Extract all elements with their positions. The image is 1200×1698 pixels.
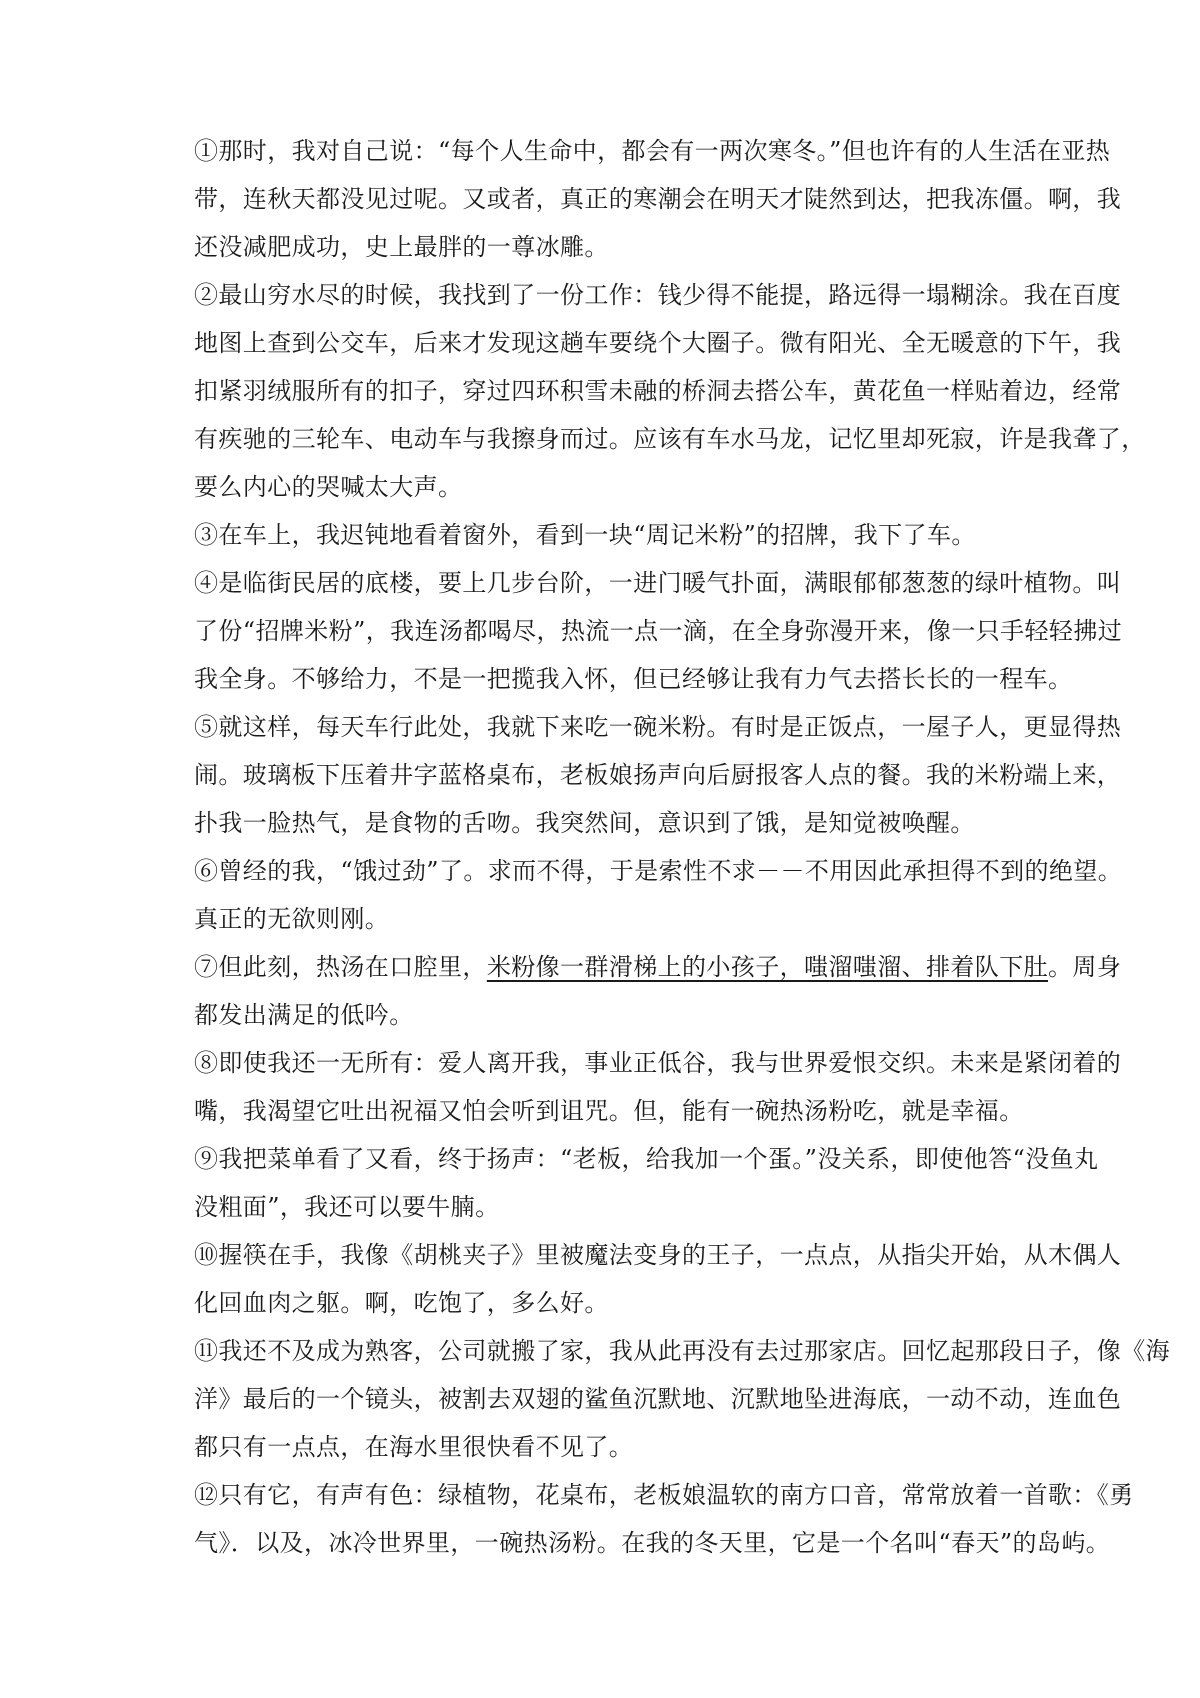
text-line-5: 地图上查到公交车，后来才发现这趟车要绕个大圈子。微有阳光、全无暖意的下午，我: [194, 329, 1122, 357]
text-line-2: 带，连秋天都没见过呢。又或者，真正的寒潮会在明天才陡然到达，把我冻僵。啊，我: [194, 185, 1122, 213]
text-line-17: 真正的无欲则刚。: [194, 905, 390, 933]
text-line-11: 了份“招牌米粉”，我连汤都喝尽，热流一点一滴，在全身弥漫开来，像一只手轻轻拂过: [194, 617, 1123, 645]
text-line-7: 有疾驰的三轮车、电动车与我擦身而过。应该有车水马龙，记忆里却死寂，许是我聋了，: [194, 425, 1146, 453]
text-line-25: 化回血肉之躯。啊，吃饱了，多么好。: [194, 1289, 609, 1317]
text-line-16: ⑥曾经的我，“饿过劲”了。求而不得，于是索性不求－－不用因此承担得不到的绝望。: [194, 857, 1123, 885]
text-line-26: ⑪我还不及成为熟客，公司就搬了家，我从此再没有去过那家店。回忆起那段日子，像《海: [194, 1337, 1170, 1365]
text-line-12: 我全身。不够给力，不是一把揽我入怀，但已经够让我有力气去搭长长的一程车。: [194, 665, 1073, 693]
text-line-21: 嘴，我渴望它吐出祝福又怕会听到诅咒。但，能有一碗热汤粉吃，就是幸福。: [194, 1097, 1024, 1125]
text-line-29: ⑫只有它，有声有色：绿植物，花桌布，老板娘温软的南方口音，常常放着一首歌：《勇: [194, 1481, 1134, 1509]
text-line-18-start: ⑦但此刻，热汤在口腔里，: [194, 953, 487, 981]
text-line-10: ④是临街民居的底楼，要上几步台阶，一进门暖气扑面，满眼郁郁葱葱的绿叶植物。叫: [194, 569, 1122, 597]
text-line-19: 都发出满足的低吟。: [194, 1001, 414, 1029]
text-line-22: ⑨我把菜单看了又看，终于扬声：“老板，给我加一个蛋。”没关系，即使他答“没鱼丸: [194, 1145, 1099, 1173]
text-line-9: ③在车上，我迟钝地看着窗外，看到一块“周记米粉”的招牌，我下了车。: [194, 521, 976, 549]
text-line-13: ⑤就这样，每天车行此处，我就下来吃一碗米粉。有时是正饭点，一屋子人，更显得热: [194, 713, 1122, 741]
text-line-3: 还没减肥成功，史上最胖的一尊冰雕。: [194, 233, 609, 261]
text-line-23: 没粗面”，我还可以要牛腩。: [194, 1193, 500, 1221]
text-line-18: [194, 944, 1122, 990]
underlined-sentence: 米粉像一群滑梯上的小孩子，嗤溜嗤溜、排着队下肚: [486, 953, 1049, 981]
text-line-18-end: 。周身: [1048, 953, 1122, 981]
text-line-24: ⑩握筷在手，我像《胡桃夹子》里被魔法变身的王子，一点点，从指尖开始，从木偶人: [194, 1241, 1122, 1269]
text-line-8: 要么内心的哭喊太大声。: [194, 473, 463, 501]
text-line-6: 扣紧羽绒服所有的扣子，穿过四环积雪未融的桥洞去搭公车，黄花鱼一样贴着边，经常: [194, 377, 1122, 405]
text-line-30: 气》．以及，冰冷世界里，一碗热汤粉。在我的冬天里，它是一个名叫“春天”的岛屿。: [194, 1529, 1111, 1557]
text-line-15: 扑我一脸热气，是食物的舌吻。我突然间，意识到了饿，是知觉被唤醒。: [194, 809, 975, 837]
text-line-27: 洋》最后的一个镜头，被割去双翅的鲨鱼沉默地、沉默地坠进海底，一动不动，连血色: [194, 1385, 1122, 1413]
text-line-14: 闹。玻璃板下压着井字蓝格桌布，老板娘扬声向后厨报客人点的餐。我的米粉端上来，: [194, 761, 1122, 789]
text-line-28: 都只有一点点，在海水里很快看不见了。: [194, 1433, 634, 1461]
text-line-20: ⑧即使我还一无所有：爱人离开我，事业正低谷，我与世界爱恨交织。未来是紧闭着的: [194, 1049, 1122, 1077]
text-line-4: ②最山穷水尽的时候，我找到了一份工作：钱少得不能提，路远得一塌糊涂。我在百度: [194, 281, 1122, 309]
text-line-1: ①那时，我对自己说：“每个人生命中，都会有一两次寒冬。”但也许有的人生活在亚热: [194, 137, 1111, 165]
